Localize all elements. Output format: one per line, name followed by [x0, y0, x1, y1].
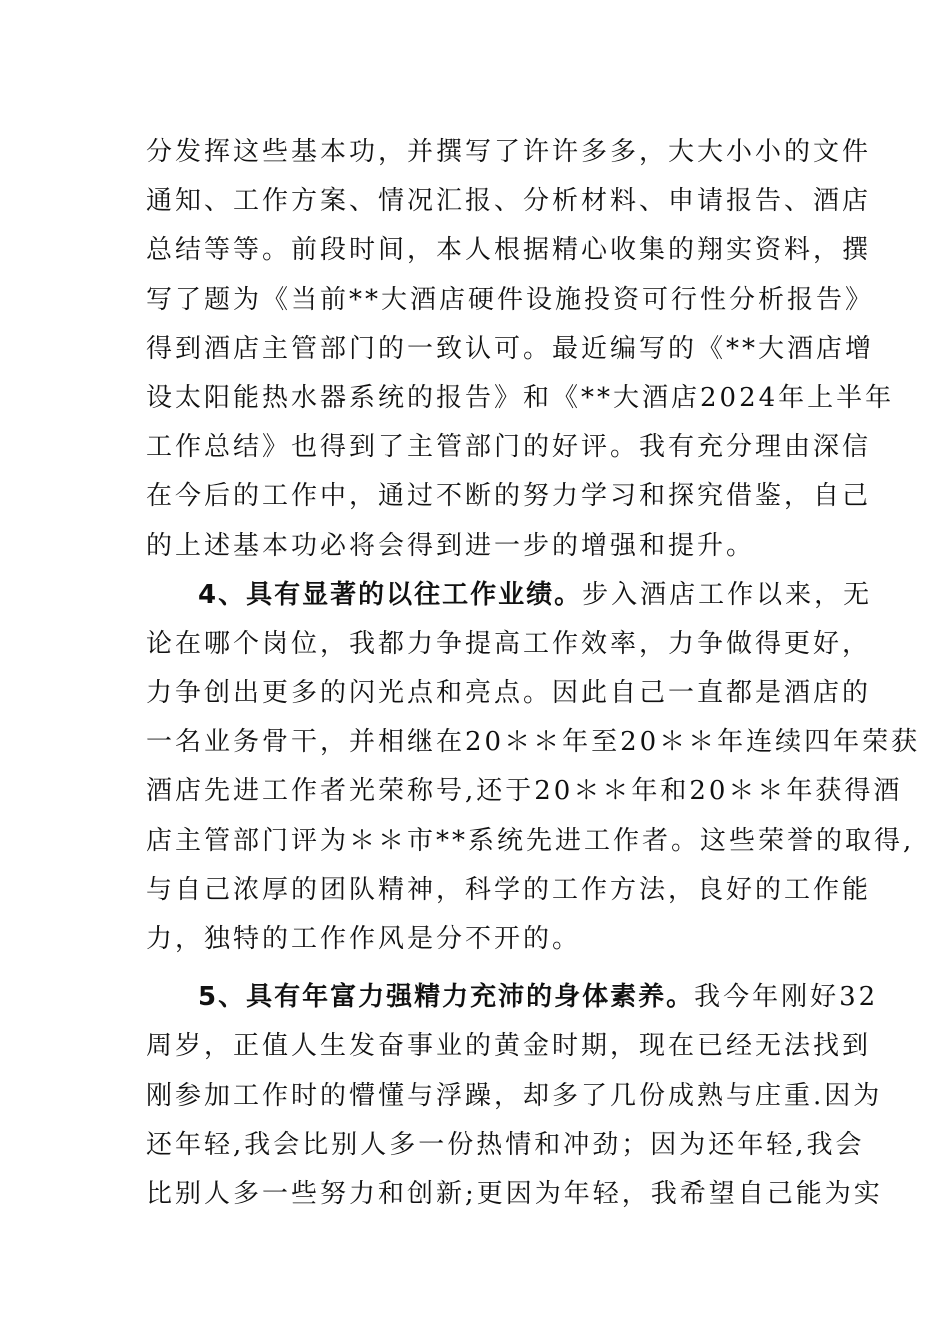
section-5-paragraph	[146, 973, 883, 1219]
text-line: 写了题为《当前**大酒店硬件设施投资可行性分析报告》	[146, 284, 875, 315]
section-4-heading: 4、具有显著的以往工作业绩。	[198, 579, 583, 610]
text-line: 酒店先进工作者光荣称号,还于20＊＊年和20＊＊年获得酒	[146, 776, 903, 807]
text-line: 在今后的工作中，通过不断的努力学习和探究借鉴，自己	[146, 481, 872, 512]
text-line: 得到酒店主管部门的一致认可。最近编写的《**大酒店增	[146, 333, 875, 364]
text-line: 刚参加工作时的懵懂与浮躁，却多了几份成熟与庄重.因为	[146, 1080, 883, 1111]
paragraph-continued	[146, 128, 895, 571]
text-line: 力，独特的工作作风是分不开的。	[146, 924, 582, 954]
text-line: 工作总结》也得到了主管部门的好评。我有充分理由深信	[146, 432, 872, 463]
text-line: 设太阳能热水器系统的报告》和《**大酒店2024年上半年	[146, 382, 895, 413]
document-page	[146, 128, 921, 1219]
section-5-first-line-text: 我今年刚好32	[694, 982, 879, 1013]
text-line: 还年轻,我会比别人多一份热情和冲劲；因为还年轻,我会	[146, 1129, 865, 1160]
text-line: 总结等等。前段时间，本人根据精心收集的翔实资料，撰	[146, 235, 872, 266]
text-line: 论在哪个岗位，我都力争提高工作效率，力争做得更好，	[146, 628, 872, 659]
section-4-first-line-text: 步入酒店工作以来，无	[582, 579, 873, 610]
section-4-paragraph	[146, 571, 921, 965]
text-line: 力争创出更多的闪光点和亮点。因此自己一直都是酒店的	[146, 678, 872, 709]
text-line: 分发挥这些基本功，并撰写了许许多多，大大小小的文件	[146, 137, 872, 167]
text-line: 一名业务骨干，并相继在20＊＊年至20＊＊年连续四年荣获	[146, 727, 921, 758]
text-line: 比别人多一些努力和创新;更因为年轻，我希望自己能为实	[146, 1178, 883, 1209]
text-line: 与自己浓厚的团队精神，科学的工作方法，良好的工作能	[146, 874, 872, 905]
section-5-first-line	[146, 973, 879, 1022]
section-5-heading: 5、具有年富力强精力充沛的身体素养。	[198, 982, 695, 1013]
text-line: 店主管部门评为＊＊市**系统先进工作者。这些荣誉的取得,	[146, 825, 915, 856]
text-line: 通知、工作方案、情况汇报、分析材料、申请报告、酒店	[146, 186, 872, 217]
text-line: 周岁，正值人生发奋事业的黄金时期，现在已经无法找到	[146, 1031, 872, 1062]
section-4-first-line	[146, 571, 873, 620]
text-line: 的上述基本功必将会得到进一步的增强和提升。	[146, 530, 756, 561]
